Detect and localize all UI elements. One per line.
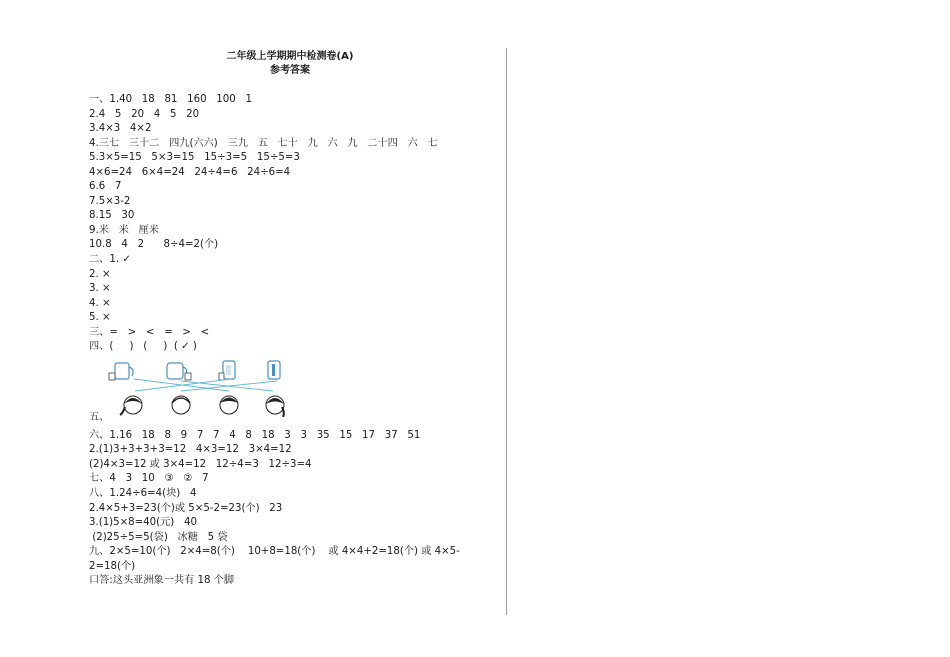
answer-line: 一、1.40 18 81 160 100 1 [89, 94, 252, 105]
answer-line: 4×6=24 6×4=24 24÷4=6 24÷6=4 [89, 166, 291, 178]
answer-line: 2. × [89, 268, 111, 280]
girl-braid-face-icon [266, 396, 284, 417]
answer-line: 4.三七 三十二 四九(六六) 三九 五 七十 九 六 九 二十四 六 七 [89, 137, 438, 149]
answer-line: 三、= > < = > < [89, 326, 210, 338]
answer-line: 9.米 米 厘米 [89, 224, 159, 236]
matching-illustration [89, 355, 309, 417]
answer-line: 5.3×5=15 5×3=15 15÷3=5 15÷5=3 [89, 152, 300, 164]
answer-line: 二、1. ✓ [89, 254, 131, 266]
answer-line: 六、1.16 18 8 9 7 7 4 8 18 3 3 35 15 17 37 51 [89, 429, 421, 441]
answer-line: 8.15 30 [89, 210, 135, 222]
answer-line: 2.4×5+3=23(个)或 5×5-2=23(个) 23 [89, 502, 283, 514]
answer-line: 九、2×5=10(个) 2×4=8(个) 10+8=18(个) 或 4×4+2=18(个) 或 4×5- [89, 546, 460, 558]
answer-line: 八、1.24÷6=4(块) 4 [89, 488, 197, 500]
column-divider [506, 48, 507, 615]
boy-cap-face-icon [172, 396, 190, 414]
spacer [89, 417, 499, 429]
answer-line: 七、4 3 10 ③ ② 7 [89, 473, 209, 485]
answer-line: 2.4 5 20 4 5 20 [89, 108, 200, 120]
kettle-icon [109, 363, 133, 380]
matching-figure [89, 355, 309, 423]
page-title: 二年级上学期期中检测卷(A) [226, 51, 354, 62]
kettle-icon [219, 361, 235, 380]
page-subtitle: 参考答案 [270, 65, 310, 76]
answer-line: 5. × [89, 312, 111, 324]
answer-line: 3.(1)5×8=40(元) 40 [89, 517, 197, 529]
boy-face-icon [220, 396, 238, 414]
answer-line: 4. × [89, 297, 111, 309]
answer-line: 10.8 4 2 8÷4=2(个) [89, 239, 219, 251]
answer-line: (2)4×3=12 或 3×4=12 12÷4=3 12÷3=4 [89, 458, 312, 470]
answer-line: 3.4×3 4×2 [89, 123, 152, 135]
answer-line: 3. × [89, 283, 111, 295]
kettle-icon [167, 363, 191, 380]
girl-face-icon [120, 396, 142, 415]
answer-line: 2.(1)3+3+3+3=12 4×3=12 3×4=12 [89, 444, 292, 456]
section-five-label: 五、 [89, 411, 110, 423]
kettle-icon [268, 361, 280, 379]
answer-line: 四、( ) ( ) ( ✓ ) [89, 341, 197, 353]
connecting-lines [134, 379, 277, 391]
answer-line: (2)25÷5=5(袋) 冰糖 5 袋 [89, 531, 228, 543]
answer-line: 6.6 7 [89, 181, 122, 193]
answer-line: 2=18(个) [89, 560, 136, 572]
answer-list [89, 93, 499, 589]
answer-line: 7.5×3-2 [89, 195, 131, 207]
answer-line: 口答:这头亚洲象一共有 18 个脚 [89, 575, 235, 587]
